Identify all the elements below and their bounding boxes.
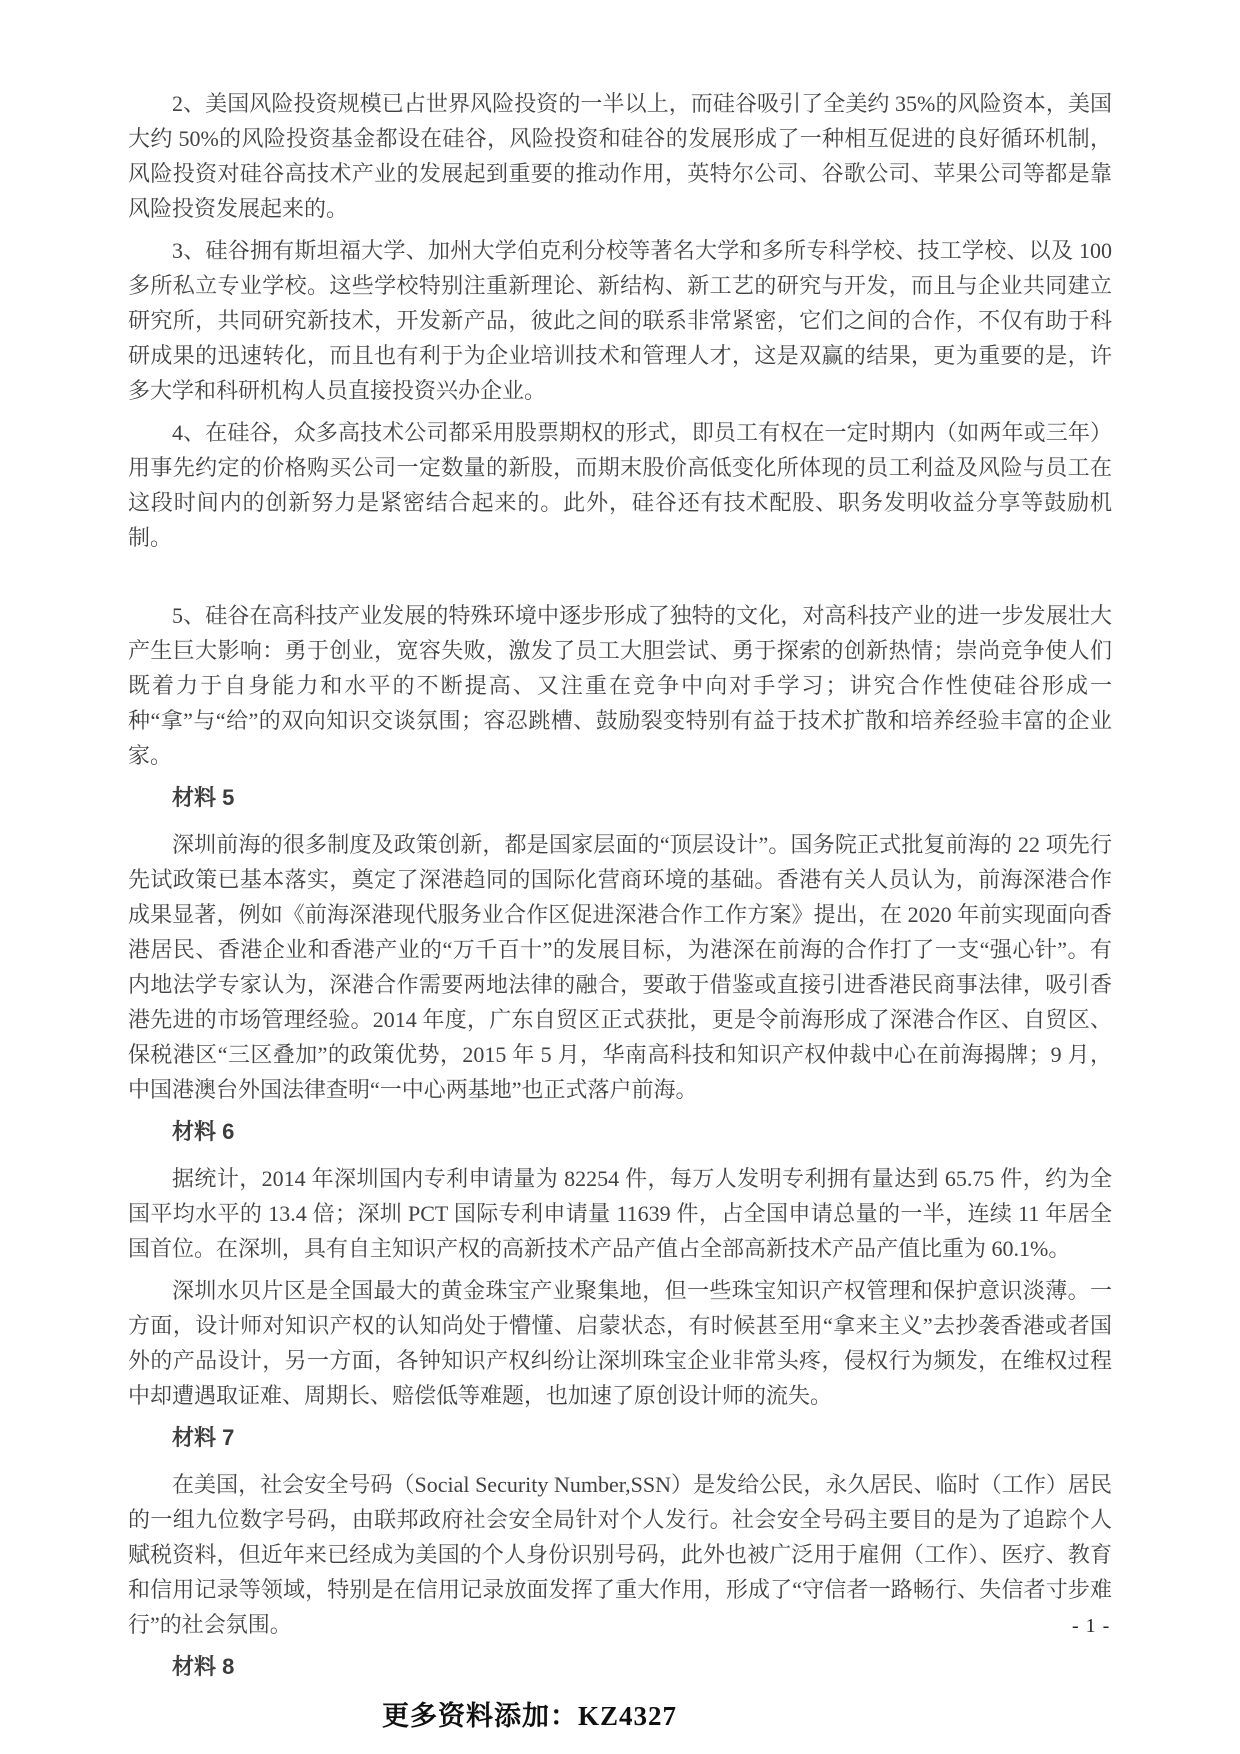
material-heading: 材料 7 — [172, 1425, 235, 1450]
body-paragraph: 4、在硅谷，众多高技术公司都采用股票期权的形式，即员工有权在一定时期内（如两年或三年）用事先约定的价格购买公司一定数量的新股，而期末股价高低变化所体现的员工利益及风险与员工在这段时间内的创新努力是紧密结合起来的。此外，硅谷还有技术配股、职务发明收益分享等鼓励机制。 — [128, 420, 1112, 550]
page-number: - 1 - — [1072, 1615, 1111, 1637]
body-paragraph: 2、美国风险投资规模已占世界风险投资的一半以上，而硅谷吸引了全美约 35%的风险资本，美国大约 50%的风险投资基金都设在硅谷，风险投资和硅谷的发展形成了一种相互促进的良好循环机制，风险投资对硅谷高技术产业的发展起到重要的推动作用，英特尔公司、谷歌公司、苹果公司等都是靠风险投资发展起来的。 — [128, 91, 1112, 221]
body-paragraph: 在美国，社会安全号码（Social Security Number,SSN）是发给公民，永久居民、临时（工作）居民的一组九位数字号码，由联邦政府社会安全局针对个人发行。社会安全号码主要目的是为了追踪个人赋税资料，但近年来已经成为美国的个人身份识别号码，此外也被广泛用于雇佣（工作）、医疗、教育和信用记录等领域，特别是在信用记录放面发挥了重大作用，形成了“守信者一路畅行、失信者寸步难行”的社会氛围。 — [128, 1472, 1112, 1637]
material-heading: 材料 8 — [172, 1654, 235, 1679]
body-paragraph: 据统计，2014 年深圳国内专利申请量为 82254 件，每万人发明专利拥有量达到 65.75 件，约为全国平均水平的 13.4 倍；深圳 PCT 国际专利申请量 11639 件，占全国申请总量的一半，连续 11 年居全国首位。在深圳，具有自主知识产权的高新技术产品产值占全部高新技术产品产值比重为 60.1%。 — [128, 1166, 1112, 1261]
material-heading: 材料 6 — [172, 1119, 235, 1144]
body-paragraph: 5、硅谷在高科技产业发展的特殊环境中逐步形成了独特的文化，对高科技产业的进一步发展壮大产生巨大影响：勇于创业，宽容失败，激发了员工大胆尝试、勇于探索的创新热情；崇尚竞争使人们既着力于自身能力和水平的不断提高、又注重在竞争中向对手学习；讲究合作性使硅谷形成一种“拿”与“给”的双向知识交谈氛围；容忍跳槽、鼓励裂变特别有益于技术扩散和培养经验丰富的企业家。 — [128, 603, 1112, 768]
footer-promo-text: 更多资料添加：KZ4327 — [382, 1701, 678, 1731]
body-paragraph: 3、硅谷拥有斯坦福大学、加州大学伯克利分校等著名大学和多所专科学校、技工学校、以及 100 多所私立专业学校。这些学校特别注重新理论、新结构、新工艺的研究与开发，而且与企业共同建立研究所，共同研究新技术，开发新产品，彼此之间的联系非常紧密，它们之间的合作，不仅有助于科研成果的迅速转化，而且也有利于为企业培训技术和管理人才，这是双赢的结果，更为重要的是，许多大学和科研机构人员直接投资兴办企业。 — [128, 238, 1112, 403]
body-paragraph: 深圳前海的很多制度及政策创新，都是国家层面的“顶层设计”。国务院正式批复前海的 22 项先行先试政策已基本落实，奠定了深港趋同的国际化营商环境的基础。香港有关人员认为，前海深港合作成果显著，例如《前海深港现代服务业合作区促进深港合作工作方案》提出，在 2020 年前实现面向香港居民、香港企业和香港产业的“万千百十”的发展目标，为港深在前海的合作打了一支“强心针”。有内地法学专家认为，深港合作需要两地法律的融合，要敢于借鉴或直接引进香港民商事法律，吸引香港先进的市场管理经验。2014 年度，广东自贸区正式获批，更是令前海形成了深港合作区、自贸区、保税港区“三区叠加”的政策优势，2015 年 5 月，华南高科技和知识产权仲裁中心在前海揭牌；9 月，中国港澳台外国法律查明“一中心两基地”也正式落户前海。 — [128, 832, 1112, 1102]
material-heading: 材料 5 — [172, 785, 235, 810]
document-body — [128, 86, 1112, 1696]
body-paragraph: 深圳水贝片区是全国最大的黄金珠宝产业聚集地，但一些珠宝知识产权管理和保护意识淡薄。一方面，设计师对知识产权的认知尚处于懵懂、启蒙状态，有时候甚至用“拿来主义”去抄袭香港或者国外的产品设计，另一方面，各钟知识产权纠纷让深圳珠宝企业非常头疼，侵权行为频发，在维权过程中却遭遇取证难、周期长、赔偿低等难题，也加速了原创设计师的流失。 — [128, 1278, 1112, 1408]
